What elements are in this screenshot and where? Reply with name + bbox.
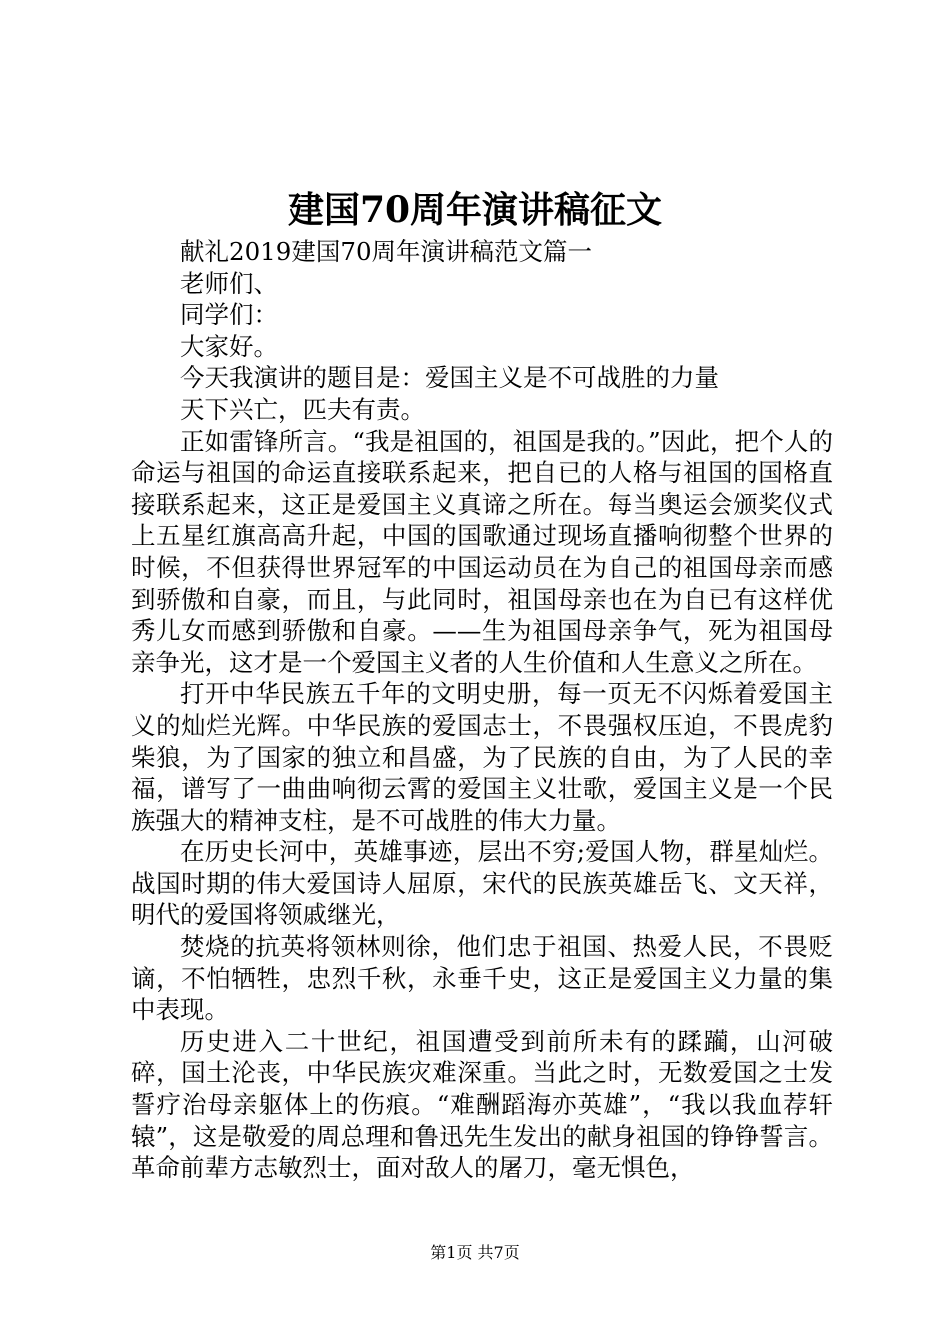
body-paragraph: 在历史长河中，英雄事迹，层出不穷;爱国人物，群星灿烂。战国时期的伟大爱国诗人屈原，宋代的民族英雄岳飞、文天祥，明代的爱国将领戚继光， (131, 837, 833, 930)
greeting-line: 大家好。 (180, 331, 278, 361)
document-body (131, 236, 833, 1184)
body-paragraph: 焚烧的抗英将领林则徐，他们忠于祖国、热爱人民，不畏贬谪，不怕牺牲，忠烈千秋，永垂千史，这正是爱国主义力量的集中表现。 (131, 932, 833, 1025)
body-paragraph: 正如雷锋所言。“我是祖国的，祖国是我的。”因此，把个人的命运与祖国的命运直接联系起来，把自已的人格与祖国的国格直接联系起来，这正是爱国主义真谛之所在。每当奥运会颁奖仪式上五星红旗高高升起，中国的国歌通过现场直播响彻整个世界的时候，不但获得世界冠军的中国运动员在为自己的祖国母亲而感到骄傲和自豪，而且，与此同时，祖国母亲也在为自已有这样优秀儿女而感到骄傲和自豪。——生为祖国母亲争气，死为祖国母亲争光，这才是一个爱国主义者的人生价值和人生意义之所在。 (131, 426, 833, 677)
salutation-line: 同学们： (180, 300, 278, 330)
document-title: 建国70周年演讲稿征文 (287, 189, 663, 231)
page-number-footer: 第1页 共7页 (430, 1243, 520, 1262)
heading-line: 献礼2019建国70周年演讲稿范文篇一 (180, 237, 593, 266)
body-paragraph: 打开中华民族五千年的文明史册，每一页无不闪烁着爱国主义的灿烂光辉。中华民族的爱国志士，不畏强权压迫，不畏虎豹柴狼，为了国家的独立和昌盛，为了民族的自由，为了人民的幸福，谱写了一曲曲响彻云霄的爱国主义壮歌，爱国主义是一个民族强大的精神支柱，是不可战胜的伟大力量。 (131, 679, 833, 835)
body-paragraph: 天下兴亡，匹夫有责。 (180, 394, 425, 424)
topic-line: 今天我演讲的题目是：爱国主义是不可战胜的力量 (180, 363, 719, 393)
body-paragraph: 历史进入二十世纪，祖国遭受到前所未有的蹂躏，山河破碎，国土沦丧，中华民族灾难深重。当此之时，无数爱国之士发誓疗治母亲躯体上的伤痕。“难酬蹈海亦英雄”，“我以我血荐轩辕”，这是敬爱的周总理和鲁迅先生发出的献身祖国的铮铮誓言。革命前辈方志敏烈士，面对敌人的屠刀，毫无惧色， (131, 1026, 833, 1183)
salutation-line: 老师们、 (180, 268, 278, 298)
